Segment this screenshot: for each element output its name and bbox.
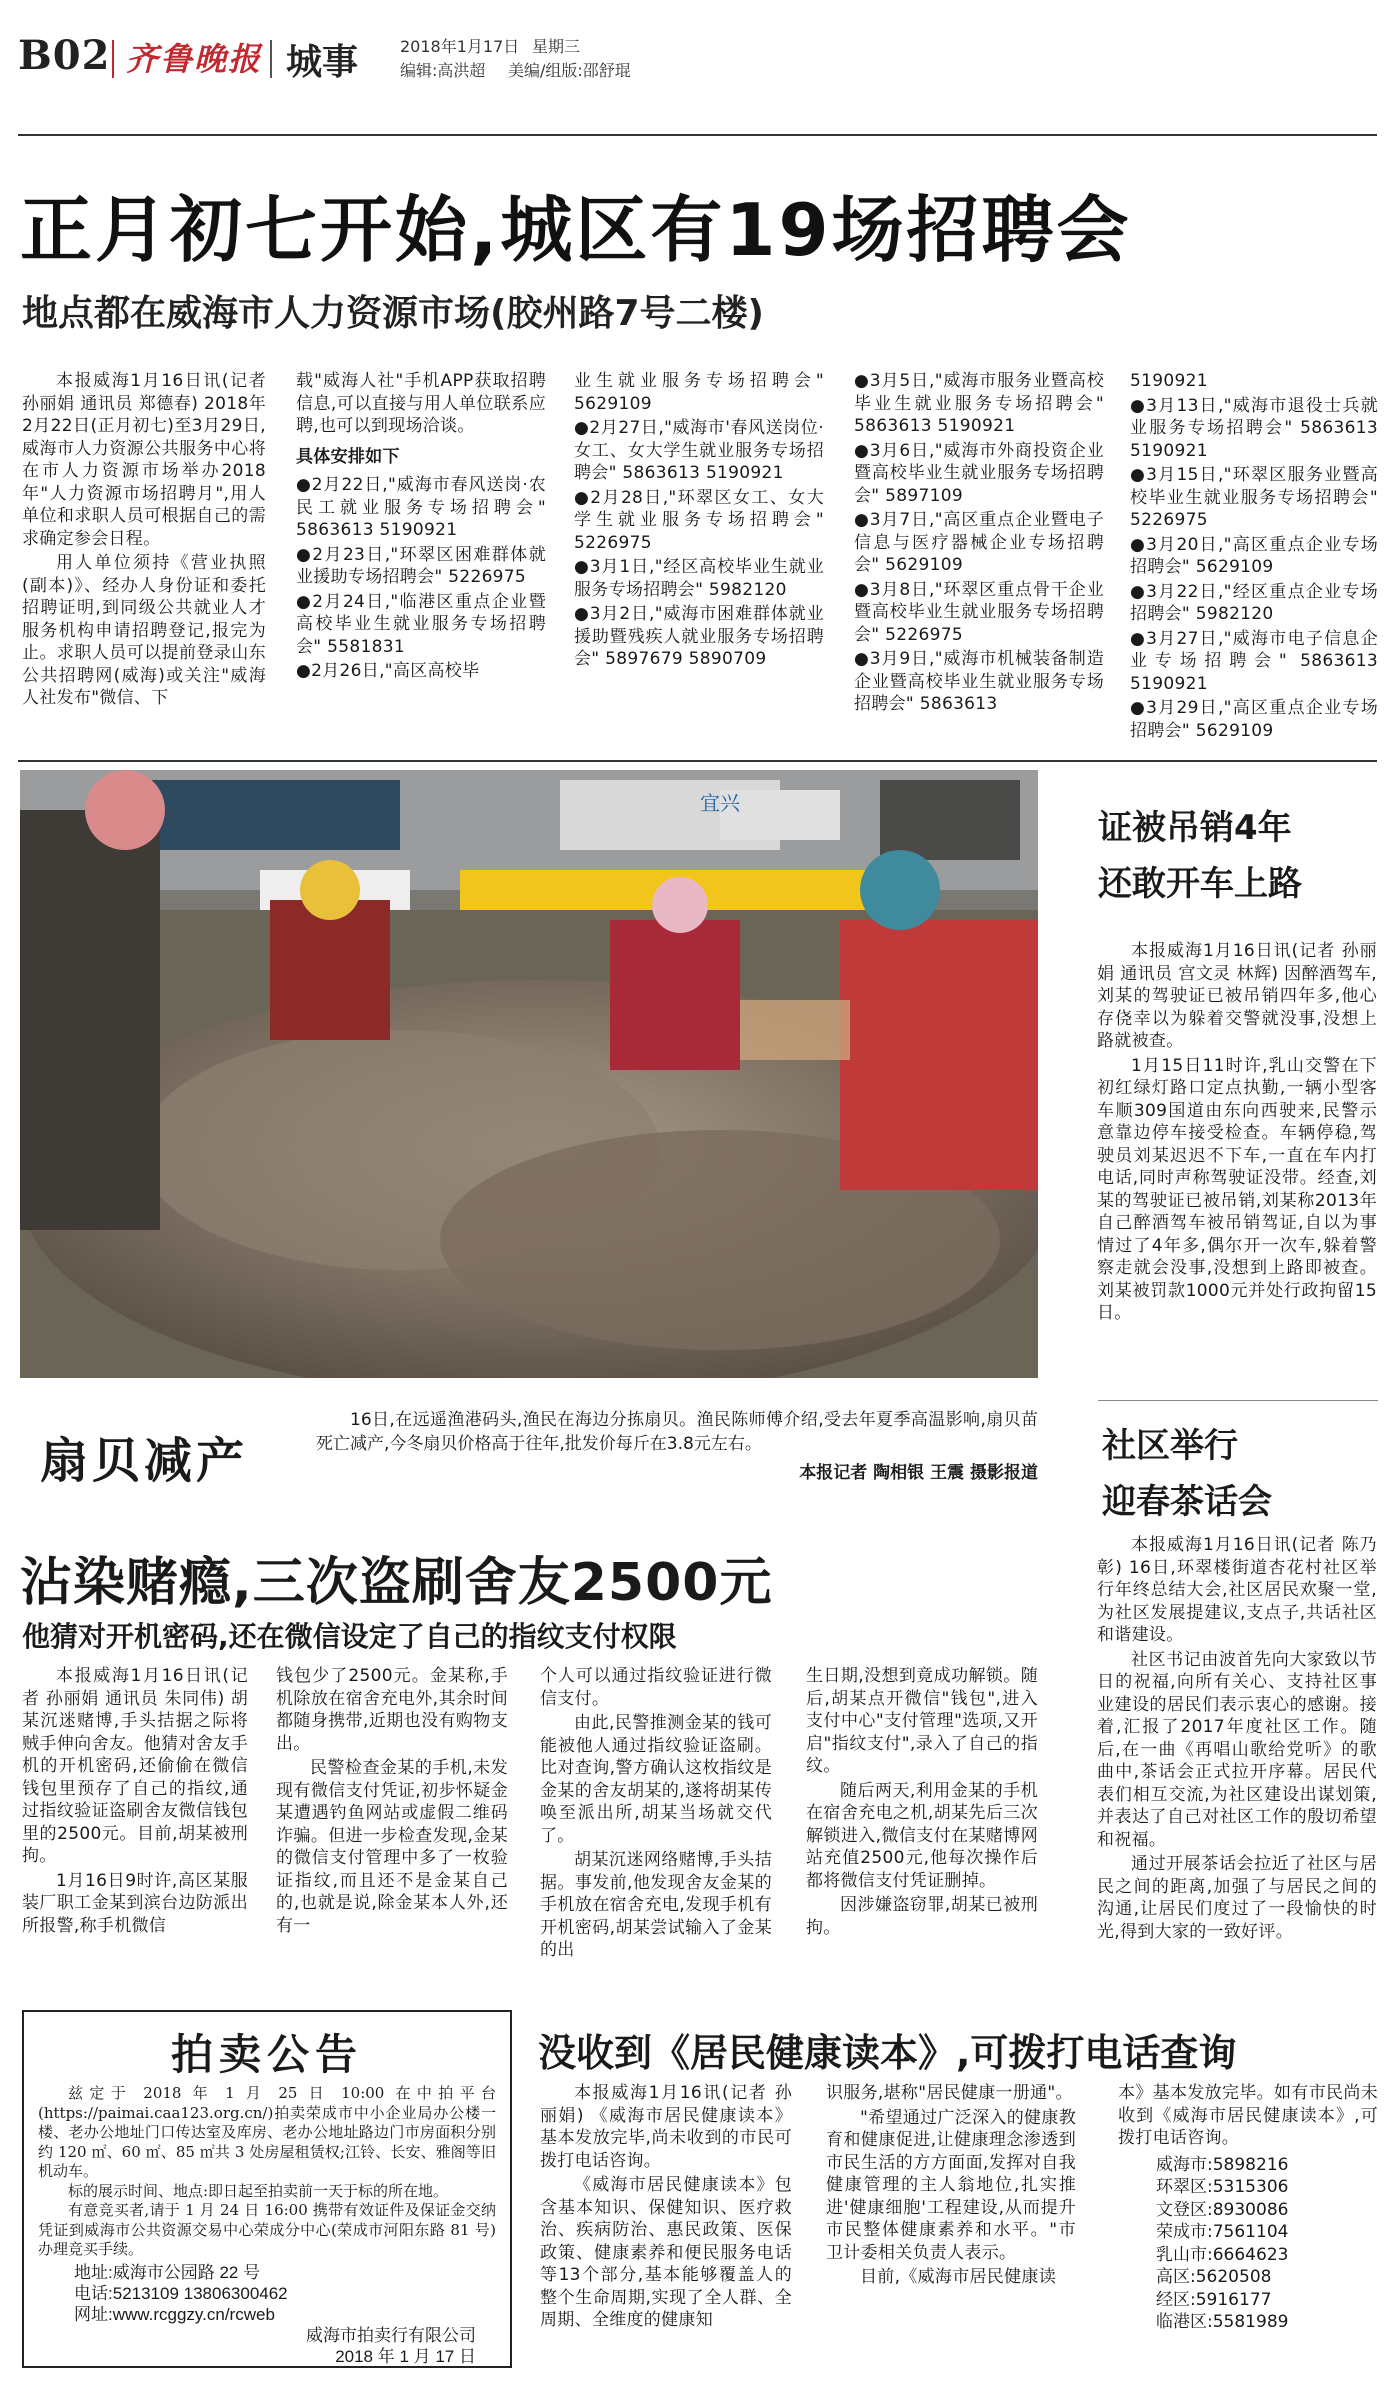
main-paragraph: 载"威海人社"手机APP获取招聘信息,可以直接与用人单位联系应聘,也可以到现场洽谈。 [296, 371, 546, 436]
auction-title: 拍卖公告 [170, 2030, 363, 2079]
main-col-1 [22, 370, 266, 712]
schedule-item: ●3月13日,"威海市退役士兵就业服务专场招聘会" 5863613 5190921 [1130, 395, 1378, 461]
auction-phone-row [38, 2283, 496, 2304]
health-col-1 [540, 2082, 792, 2334]
schedule-item: ●3月15日,"环翠区服务业暨高校毕业生就业服务专场招聘会" 5226975 [1130, 465, 1378, 530]
schedule-item: 5190921 [1130, 371, 1208, 391]
schedule-item: ●3月7日,"高区重点企业暨电子信息与医疗器械企业专场招聘会" 5629109 [854, 510, 1104, 575]
health-paragraph: "希望通过广泛深入的健康教育和健康促进,让健康理念渗透到市民生活的方方面面,发挥对自我健康管理的主人翁地位,扎实推进'健康细胞'工程建设,从而提升市民整体健康素养和水平。"市卫计委相关负责人表示。 [826, 2107, 1076, 2263]
schedule-item: ●2月28日,"环翠区女工、女大学生就业服务专场招聘会" 5226975 [574, 487, 824, 553]
health-paragraph: 《威海市居民健康读本》包含基本知识、保健知识、医疗救治、疾病防治、惠民政策、医保政策、健康素养和便民服务电话等13个部分,基本能够覆盖人的整个生命周期,实现了全人群、全周期、全维度的健康知 [540, 2175, 792, 2330]
hotline-row: 威海市:5898216 [1156, 2154, 1289, 2175]
photo-caption: 16日,在远遥渔港码头,渔民在海边分拣扇贝。渔民陈师傅介绍,受去年夏季高温影响,扇贝苗死亡减产,今冬扇贝价格高于往年,批发价每斤在3.8元左右。 [316, 1410, 1038, 1454]
community-title-1: 社区举行 [1102, 1426, 1238, 1466]
auction-paragraph: 有意竞买者,请于 1 月 24 日 16:00 携带有效证件及保证金交纳凭证到威海市公共资源交易中心荣成分中心(荣成市河阳东路 81 号)办理竞买手续。 [38, 2201, 496, 2258]
hotline-row: 环翠区:5315306 [1156, 2177, 1289, 2197]
health-paragraph: 本》基本发放完毕。如有市民尚未收到《威海市居民健康读本》,可拨打电话咨询。 [1118, 2083, 1378, 2148]
theft-paragraph: 钱包少了2500元。金某称,手机除放在宿舍充电外,其余时间都随身携带,近期也没有购物支出。 [276, 1666, 508, 1754]
hotline-row: 乳山市:6664623 [1156, 2244, 1289, 2265]
schedule-item: ●3月5日,"威海市服务业暨高校毕业生就业服务专场招聘会" 5863613 5190921 [854, 371, 1104, 436]
auction-signer: 威海市拍卖行有限公司 [306, 2325, 476, 2345]
auction-notice [22, 2010, 512, 2368]
theft-paragraph: 民警检查金某的手机,未发现有微信支付凭证,初步怀疑金某遭遇钓鱼网站或虚假二维码诈骗。但进一步检查发现,金某的微信支付管理中多了一枚验证指纹,而且还不是金某自己的,也就是说,除金某本人外,还有一 [276, 1758, 508, 1936]
theft-paragraph: 随后两天,利用金某的手机在宿舍充电之机,胡某先后三次解锁进入,微信支付在某赌博网站充值2500元,他每次操作后都将微信支付凭证删掉。 [806, 1780, 1038, 1891]
schedule-item: ●3月20日,"高区重点企业专场招聘会" 5629109 [1130, 534, 1378, 577]
theft-paragraph: 1月16日9时许,高区某服装厂职工金某到滨台边防派出所报警,称手机微信 [22, 1870, 248, 1936]
theft-subhead: 他猜对开机密码,还在微信设定了自己的指纹支付权限 [22, 1620, 677, 1653]
schedule-item: ●3月8日,"环翠区重点骨干企业暨高校毕业生就业服务专场招聘会" 5226975 [854, 579, 1104, 645]
schedule-item: 业生就业服务专场招聘会" 5629109 [574, 371, 824, 414]
schedule-item: ●3月2日,"威海市困难群体就业援助暨残疾人就业服务专场招聘会" 5897679 5890709 [574, 604, 824, 669]
theft-col-3 [540, 1665, 772, 1964]
auction-address-row [38, 2262, 496, 2283]
sign-text: 宜兴 [700, 793, 740, 815]
schedule-item: ●2月27日,"威海市'春风送岗位·女工、女大学生就业服务专场招聘会" 5863613 5190921 [574, 418, 824, 483]
license-lead-paragraph: 本报威海1月16日讯(记者 孙丽娟 通讯员 宫文灵 林辉) 因醉酒驾车,刘某的驾驶证已被吊销四年多,他心存侥幸以为躲着交警就没事,没想上路就被查。 [1097, 941, 1377, 1051]
main-col-3 [574, 370, 824, 673]
theft-col-2 [276, 1665, 508, 1939]
auction-web-row [38, 2304, 496, 2325]
schedule-item: ●3月1日,"经区高校毕业生就业服务专场招聘会" 5982120 [574, 557, 824, 600]
main-lead-paragraph: 本报威海1月16日讯(记者 孙丽娟 通讯员 郑德春) 2018年2月22日(正月初七)至3月29日,威海市人力资源公共服务中心将在市人力资源市场举办2018年"人力资源市场招聘月",用人单位和求职人员可根据自己的需求确定参会日程。 [22, 371, 266, 549]
schedule-item: ●2月23日,"环翠区困难群体就业援助专场招聘会" 5226975 [296, 544, 546, 587]
main-col-2 [296, 370, 546, 685]
community-paragraph: 通过开展茶话会拉近了社区与居民之间的距离,加强了与居民之间的沟通,让居民们度过了一段愉快的时光,得到大家的一致好评。 [1097, 1854, 1377, 1942]
license-title-1: 证被吊销4年 [1098, 808, 1292, 848]
right-column-rule [1098, 1400, 1378, 1401]
schedule-item: ●2月26日,"高区高校毕 [296, 661, 480, 681]
auction-web-label: 网址: [74, 2304, 113, 2324]
auction-phone: 5213109 13806300462 [112, 2283, 288, 2303]
page-number: B02 [18, 32, 111, 79]
auction-paragraph: 标的展示时间、地点:即日起至拍卖前一天于标的所在地。 [68, 2181, 449, 2200]
header-divider [112, 40, 114, 78]
hotline-row: 荣成市:7561104 [1156, 2222, 1289, 2242]
theft-headline: 沾染赌瘾,三次盗刷舍友2500元 [20, 1553, 773, 1613]
header-rule [18, 134, 1377, 136]
page-header [18, 30, 1378, 85]
license-title-2: 还敢开车上路 [1098, 864, 1302, 904]
license-paragraph: 1月15日11时许,乳山交警在下初红绿灯路口定点执勤,一辆小型客车顺309国道由东向西驶来,民警示意靠边停车接受检查。车辆停稳,驾驶员刘某迟迟不下车,一直在车内打电话,同时声称驾驶证没带。经查,刘某的驾驶证已被吊销,刘某称2013年自己醉酒驾车被吊销驾证,自以为事情过了4年多,偶尔开一次车,躲着警察走就会没事,没想到上路即被查。刘某被罚款1000元并处行政拘留15日。 [1097, 1055, 1377, 1323]
schedule-item: ●3月29日,"高区重点企业专场招聘会" 5629109 [1130, 698, 1378, 741]
schedule-item: ●2月22日,"威海市春风送岗·农民工就业服务专场招聘会" 5863613 5190921 [296, 475, 546, 540]
theft-paragraph: 生日期,没想到竟成功解锁。随后,胡某点开微信"钱包",进入支付中心"支付管理"选项,又开启"指纹支付",录入了自己的指纹。 [806, 1666, 1038, 1776]
health-col-3 [1118, 2082, 1378, 2334]
theft-col-4 [806, 1665, 1038, 1941]
main-col-4 [854, 370, 1104, 718]
hotline-row: 经区:5916177 [1156, 2289, 1272, 2310]
auction-sign-date: 2018 年 1 月 17 日 [335, 2346, 476, 2366]
community-title-2: 迎春茶话会 [1102, 1482, 1272, 1522]
header-divider-2 [270, 40, 272, 78]
main-col-5 [1130, 370, 1378, 744]
auction-body [38, 2084, 496, 2367]
hotline-row: 临港区:5581989 [1156, 2312, 1289, 2332]
schedule-item: ●3月9日,"威海市机械装备制造企业暨高校毕业生就业服务专场招聘会" 5863613 [854, 649, 1104, 714]
main-subhead: 地点都在威海市人力资源市场(胶州路7号二楼) [22, 293, 764, 334]
hotline-list [1118, 2154, 1378, 2334]
issue-weekday: 星期三 [532, 37, 581, 56]
scallop-photo-image [20, 770, 1038, 1378]
designer-credit: 美编/组版:邵舒琨 [508, 61, 631, 80]
schedule-item: ●3月27日,"威海市电子信息企业专场招聘会" 5863613 5190921 [1130, 628, 1378, 694]
section-name: 城事 [286, 42, 359, 83]
schedule-item: ●2月24日,"临港区重点企业暨高校毕业生就业服务专场招聘会" 5581831 [296, 591, 546, 657]
license-body [1097, 940, 1377, 1327]
theft-lead-paragraph: 本报威海1月16日讯(记者 孙丽娟 通讯员 朱同伟) 胡某沉迷赌博,手头拮据之际将贼手伸向舍友。他猜对舍友手机的开机密码,还偷偷在微信钱包里预存了自己的指纹,通过指纹验证盗刷舍友微信钱包里的2500元。目前,胡某被刑拘。 [22, 1666, 248, 1866]
section-rule [18, 760, 1377, 762]
auction-phone-label: 电话: [74, 2283, 113, 2303]
hotline-row: 文登区:8930086 [1156, 2199, 1289, 2220]
health-col-2 [826, 2082, 1076, 2291]
editor-credit: 编辑:高洪超 [400, 61, 486, 80]
issue-date: 2018年1月17日 [400, 37, 520, 56]
photo-credit: 本报记者 陶相银 王震 摄影报道 [799, 1463, 1038, 1483]
community-lead-paragraph: 本报威海1月16日讯(记者 陈乃彰) 16日,环翠楼街道杏花村社区举行年终总结大会,社区居民欢聚一堂,为社区发展提建议,支点子,共话社区和谐建设。 [1097, 1535, 1377, 1645]
health-paragraph: 目前,《威海市居民健康读 [860, 2267, 1057, 2287]
paper-logo: 齐鲁晚报 [126, 40, 263, 78]
auction-paragraph: 兹定于 2018 年 1 月 25 日 10:00 在中拍平台(https://paimai.caa123.org.cn/)拍卖荣成市中小企业局办公楼一楼、老办公地址门口传达室及库房、老办公地址路边门市房面积分别约 120 ㎡、60 ㎡、85 ㎡共 3 处房屋租赁权;江铃、长安、雅阁等旧机动车。 [38, 2084, 496, 2180]
community-body [1097, 1534, 1377, 1945]
community-paragraph: 社区书记由波首先向大家致以节日的祝福,向所有关心、支持社区事业建设的居民们表示衷心的感谢。接着,汇报了2017年度社区工作。随后,在一曲《再唱山歌给党听》的歌曲中,茶话会正式拉开序幕。居民代表们相互交流,为社区建设出谋划策,并表达了自己对社区工作的殷切希望和祝福。 [1097, 1649, 1377, 1850]
health-paragraph: 识服务,堪称"居民健康一册通"。 [826, 2083, 1073, 2103]
theft-paragraph: 因涉嫌盗窃罪,胡某已被刑拘。 [806, 1895, 1038, 1938]
schedule-item: ●3月22日,"经区重点企业专场招聘会" 5982120 [1130, 581, 1378, 624]
main-headline: 正月初七开始,城区有19场招聘会 [20, 188, 1132, 272]
auction-website[interactable]: www.rcggzy.cn/rcweb [112, 2304, 275, 2324]
scallop-photo [20, 770, 1038, 1378]
photo-title: 扇贝减产 [40, 1433, 249, 1489]
schedule-heading: 具体安排如下 [296, 446, 400, 467]
auction-address: 威海市公园路 22 号 [112, 2262, 261, 2282]
theft-paragraph: 个人可以通过指纹验证进行微信支付。 [540, 1666, 772, 1709]
health-headline: 没收到《居民健康读本》,可拨打电话查询 [538, 2031, 1237, 2075]
theft-paragraph: 由此,民警推测金某的钱可能被他人通过指纹验证盗刷。比对查询,警方确认这枚指纹是金某的舍友胡某的,遂将胡某传唤至派出所,胡某当场就交代了。 [540, 1713, 772, 1846]
theft-col-1 [22, 1665, 248, 1939]
schedule-item: ●3月6日,"威海市外商投资企业暨高校毕业生就业服务专场招聘会" 5897109 [854, 440, 1104, 506]
hotline-row: 高区:5620508 [1156, 2267, 1272, 2287]
auction-address-label: 地址: [74, 2262, 113, 2282]
main-paragraph: 用人单位须持《营业执照(副本)》、经办人身份证和委托招聘证明,到同级公共就业人才服务机构申请招聘登记,报完为止。求职人员可以提前登录山东公共招聘网(威海)或关注"威海人社发布"微信、下 [22, 553, 266, 708]
theft-paragraph: 胡某沉迷网络赌博,手头拮据。事发前,他发现舍友金某的手机放在宿舍充电,发现手机有开机密码,胡某尝试输入了金某的出 [540, 1850, 772, 1960]
health-lead-paragraph: 本报威海1月16讯(记者 孙丽娟) 《威海市居民健康读本》基本发放完毕,尚未收到的市民可拨打电话咨询。 [540, 2083, 792, 2171]
